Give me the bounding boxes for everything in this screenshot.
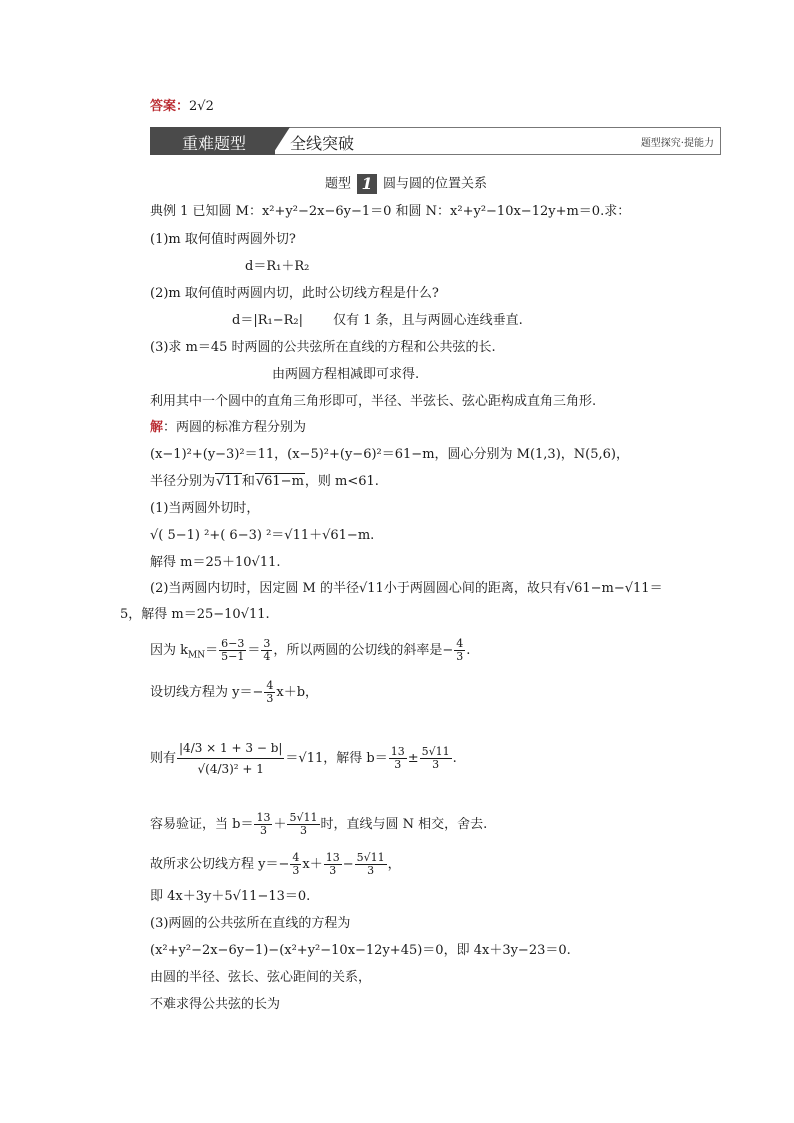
radii-line xyxy=(150,473,379,491)
distance-fraction xyxy=(177,738,284,779)
radius-m: √11 xyxy=(216,474,241,489)
answer-fraction-1 xyxy=(290,852,301,877)
frac-den: √(4/3)² + 1 xyxy=(197,762,264,776)
hint-2 xyxy=(232,312,523,330)
answer-text: 故所求公切线方程 y＝− xyxy=(150,857,290,872)
question-2: (2)m 取何值时两圆内切，此时公切线方程是什么? xyxy=(150,286,439,301)
frac-num: 13 xyxy=(390,745,405,758)
b-fraction-1 xyxy=(389,746,407,771)
hint-3: 由两圆方程相减即可求得. xyxy=(272,367,420,382)
chord-length-text: 不难求得公共弦的长为 xyxy=(150,997,281,1012)
distance-equation xyxy=(150,738,457,779)
frac-den: 3 xyxy=(329,864,337,877)
case-2-result: 5，解得 m＝25−10√11. xyxy=(120,607,270,622)
frac-num: 4 xyxy=(456,637,464,650)
relation-text: 由圆的半径、弦长、弦心距间的关系， xyxy=(150,970,372,985)
tangent-fraction xyxy=(264,680,275,705)
banner-arrow-shape xyxy=(272,127,290,155)
standard-equations: (x−1)²+(y−3)²＝11，(x−5)²+(y−6)²＝61−m，圆心分别为 M(1,3)，N(5,6)， xyxy=(150,447,629,462)
frac-den: 4 xyxy=(263,650,271,663)
radii-text: 半径分别为 xyxy=(150,474,216,489)
example-statement: 典例 1 已知圆 M：x²+y²−2x−6y−1＝0 和圆 N：x²+y²−10x−12y+m＝0.求： xyxy=(150,204,631,219)
frac-den: 3 xyxy=(394,758,402,771)
type-number-badge: 1 xyxy=(357,174,377,194)
type-heading-title: 圆与圆的位置关系 xyxy=(383,176,488,192)
slope-subscript: MN xyxy=(188,650,206,661)
answer-value: 2√2 xyxy=(189,99,214,114)
frac-den: 3 xyxy=(456,650,464,663)
frac-num: 4 xyxy=(266,679,274,692)
type-heading xyxy=(325,174,487,194)
frac-den: 3 xyxy=(432,758,440,771)
type-heading-prefix: 题型 xyxy=(325,176,352,192)
frac-num: 4 xyxy=(292,851,300,864)
distance-result: ＝√11，解得 b＝ xyxy=(285,751,388,766)
radii-condition: ，则 m<61. xyxy=(304,474,379,489)
b-fraction-2 xyxy=(420,746,452,771)
answer-fraction-3 xyxy=(355,852,387,877)
solution-intro-text: ：两圆的标准方程分别为 xyxy=(163,420,307,435)
verification-line xyxy=(150,812,487,837)
question-1: (1)m 取何值时两圆外切? xyxy=(150,232,296,247)
plus-minus: ± xyxy=(407,751,419,766)
slope-fraction-2 xyxy=(261,638,272,663)
frac-num: 3 xyxy=(263,637,271,650)
slope-conclusion: ，所以两圆的公切线的斜率是− xyxy=(273,643,454,658)
frac-num: 5√11 xyxy=(356,851,385,864)
verify-conclusion: 时，直线与圆 N 相交，舍去. xyxy=(320,817,488,832)
radius-n: √61−m xyxy=(255,474,304,489)
distance-end: . xyxy=(452,751,457,766)
verify-fraction-2 xyxy=(287,812,319,837)
slope-eq-2: ＝ xyxy=(247,643,261,658)
slope-fraction-1 xyxy=(219,638,246,663)
answer-fraction-2 xyxy=(324,852,342,877)
common-chord-equation: (x²+y²−2x−6y−1)−(x²+y²−10x−12y+45)＝0，即 4x＋3y−23＝0. xyxy=(150,943,571,958)
frac-num: 13 xyxy=(256,811,271,824)
solution-intro xyxy=(150,419,306,437)
frac-den: 3 xyxy=(266,692,274,705)
answer-end: ， xyxy=(387,857,401,872)
banner-right-text: 题型探究·提能力 xyxy=(640,138,714,149)
frac-den: 3 xyxy=(367,864,375,877)
slope-end: . xyxy=(466,643,471,658)
answer-label: 答案： xyxy=(150,99,190,114)
case-2-text: (2)当两圆内切时，因定圆 M 的半径√11小于两圆圆心间的距离，故只有√61−m−√11＝ xyxy=(150,581,663,596)
case-1-equation: √( 5−1) ²+( 6−3) ²＝√11＋√61−m. xyxy=(150,528,375,543)
case-3-heading: (3)两圆的公共弦所在直线的方程为 xyxy=(150,916,351,931)
hint-1: d＝R₁＋R₂ xyxy=(245,259,310,274)
slope-text: 因为 k xyxy=(150,643,189,658)
hint-2-text: 仅有 1 条，且与两圆心连线垂直. xyxy=(333,313,523,328)
case-1-result: 解得 m＝25＋10√11. xyxy=(150,555,281,570)
frac-den: 3 xyxy=(292,864,300,877)
slope-fraction-3 xyxy=(454,638,465,663)
tangent-tail: x＋b， xyxy=(276,685,319,700)
frac-den: 3 xyxy=(259,824,267,837)
slope-eq: ＝ xyxy=(205,643,219,658)
slope-line xyxy=(150,638,470,665)
tangent-general-form: 即 4x＋3y＋5√11−13＝0. xyxy=(150,889,311,904)
radii-and: 和 xyxy=(241,474,255,489)
answer-line xyxy=(150,98,214,116)
frac-num: 5√11 xyxy=(289,811,318,824)
hint-2-formula: d＝|R₁−R₂| xyxy=(232,313,303,328)
section-banner xyxy=(150,127,720,155)
frac-num: 5√11 xyxy=(421,745,450,758)
banner-title: 重难题型 xyxy=(182,134,247,153)
tangent-text: 设切线方程为 y＝− xyxy=(150,685,264,700)
frac-num: 13 xyxy=(325,851,340,864)
frac-num: 6−3 xyxy=(221,637,245,650)
verify-text: 容易验证，当 b＝ xyxy=(150,817,254,832)
banner-subtitle: 全线突破 xyxy=(290,134,355,153)
case-1-heading: (1)当两圆外切时， xyxy=(150,501,260,516)
tangent-answer xyxy=(150,852,401,877)
tangent-setup xyxy=(150,680,318,705)
frac-den: 5−1 xyxy=(221,650,245,663)
hint-4: 利用其中一个圆中的直角三角形即可，半径、半弦长、弦心距构成直角三角形. xyxy=(150,394,597,409)
solution-label: 解 xyxy=(150,420,164,435)
frac-den: 3 xyxy=(299,824,307,837)
distance-prefix: 则有 xyxy=(150,751,177,766)
answer-minus: − xyxy=(342,857,354,872)
verify-plus: ＋ xyxy=(273,817,287,832)
answer-x: x＋ xyxy=(302,857,323,872)
question-3: (3)求 m＝45 时两圆的公共弦所在直线的方程和公共弦的长. xyxy=(150,340,496,355)
verify-fraction-1 xyxy=(254,812,272,837)
frac-num: |4/3 × 1 + 3 − b| xyxy=(177,738,284,759)
